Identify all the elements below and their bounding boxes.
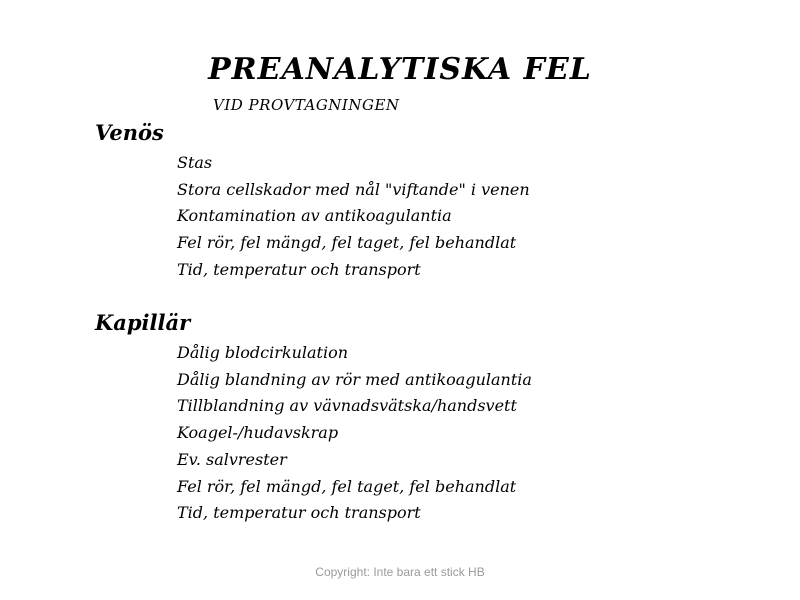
list-item: Koagel-/hudavskrap [177, 423, 339, 443]
list-item: Fel rör, fel mängd, fel taget, fel behandlat [177, 476, 517, 496]
copyright-footer: Copyright: Inte bara ett stick HB [315, 565, 485, 579]
list-item: Dålig blodcirkulation [177, 343, 349, 362]
section-heading-venos: Venös [95, 120, 164, 145]
list-item: Stora cellskador med nål "viftande" i venen [177, 179, 530, 199]
page-title: PREANALYTISKA FEL [208, 52, 592, 87]
list-item: Ev. salvrester [177, 449, 287, 469]
kapillar-list [177, 340, 532, 527]
list-item: Tid, temperatur och transport [177, 259, 421, 279]
list-item: Fel rör, fel mängd, fel taget, fel behandlat [177, 233, 517, 253]
list-item: Kontamination av antikoagulantia [177, 206, 452, 226]
list-item: Tid, temperatur och transport [177, 503, 421, 523]
page-subtitle: VID PROVTAGNINGEN [213, 96, 400, 114]
list-item: Tillblandning av vävnadsvätska/handsvett [177, 396, 517, 416]
list-item: Stas [177, 153, 213, 172]
venos-list [177, 150, 530, 284]
list-item: Dålig blandning av rör med antikoagulantia [177, 369, 532, 389]
section-heading-kapillar: Kapillär [95, 310, 191, 335]
